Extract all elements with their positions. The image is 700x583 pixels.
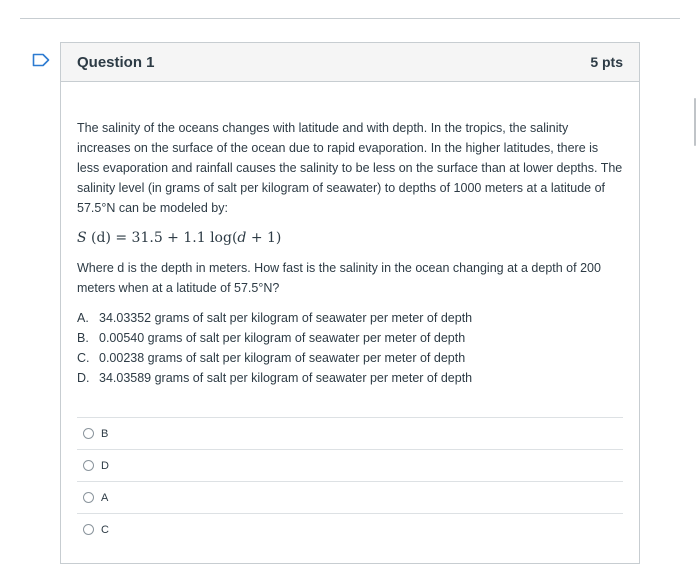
flag-icon[interactable] [32, 53, 50, 67]
answer-option-c[interactable] [77, 513, 623, 545]
radio-icon[interactable] [83, 492, 94, 503]
formula-middle: (d) = 31.5 + 1.1 log( [86, 230, 238, 246]
formula-function: S [77, 230, 87, 246]
choice-text: 0.00540 grams of salt per kilogram of seawater per meter of depth [99, 331, 466, 345]
choice-item [77, 368, 623, 388]
choice-item [77, 348, 623, 368]
radio-icon[interactable] [83, 460, 94, 471]
choice-letter: A. [77, 311, 89, 325]
choice-letter: B. [77, 331, 89, 345]
answer-label[interactable]: C [101, 523, 109, 536]
answer-label[interactable]: A [101, 491, 109, 504]
question-body [61, 82, 639, 388]
question-card [60, 42, 640, 564]
choice-item [77, 328, 623, 348]
choice-list [77, 308, 623, 388]
choice-letter: C. [77, 351, 90, 365]
formula-variable: d [237, 230, 247, 246]
choice-text: 34.03589 grams of salt per kilogram of seawater per meter of depth [99, 371, 473, 385]
question-prompt: Where d is the depth in meters. How fast is the salinity in the ocean changing at a depth of 200 meters when at a latitude of 57.5°N? [77, 261, 601, 295]
answer-option-b[interactable] [77, 417, 623, 449]
question-text: The salinity of the oceans changes with latitude and with depth. In the tropics, the salinity increases on the surface of the ocean due to rapid evaporation. In the higher latitudes, there is less evaporation and rainfall causes the salinity to be less on the surface than at lower depths. The salinity level (in grams of salt per kilogram of seawater) to depths of 1000 meters at a latitude of 57.5°N can be modeled by: [77, 121, 623, 215]
answer-label[interactable]: B [101, 427, 109, 440]
answer-option-a[interactable] [77, 481, 623, 513]
answer-label[interactable]: D [101, 459, 109, 472]
radio-icon[interactable] [83, 524, 94, 535]
choice-text: 34.03352 grams of salt per kilogram of seawater per meter of depth [99, 311, 473, 325]
choice-letter: D. [77, 371, 90, 385]
answer-option-d[interactable] [77, 449, 623, 481]
salinity-formula [77, 227, 623, 249]
radio-icon[interactable] [83, 428, 94, 439]
question-header [61, 43, 639, 82]
top-divider [20, 18, 680, 19]
choice-text: 0.00238 grams of salt per kilogram of seawater per meter of depth [99, 351, 466, 365]
answer-options [77, 417, 623, 545]
scrollbar[interactable] [694, 98, 696, 146]
formula-end: + 1) [246, 230, 282, 246]
choice-item [77, 308, 623, 328]
question-title: Question 1 [77, 53, 155, 71]
question-points: 5 pts [590, 54, 623, 70]
